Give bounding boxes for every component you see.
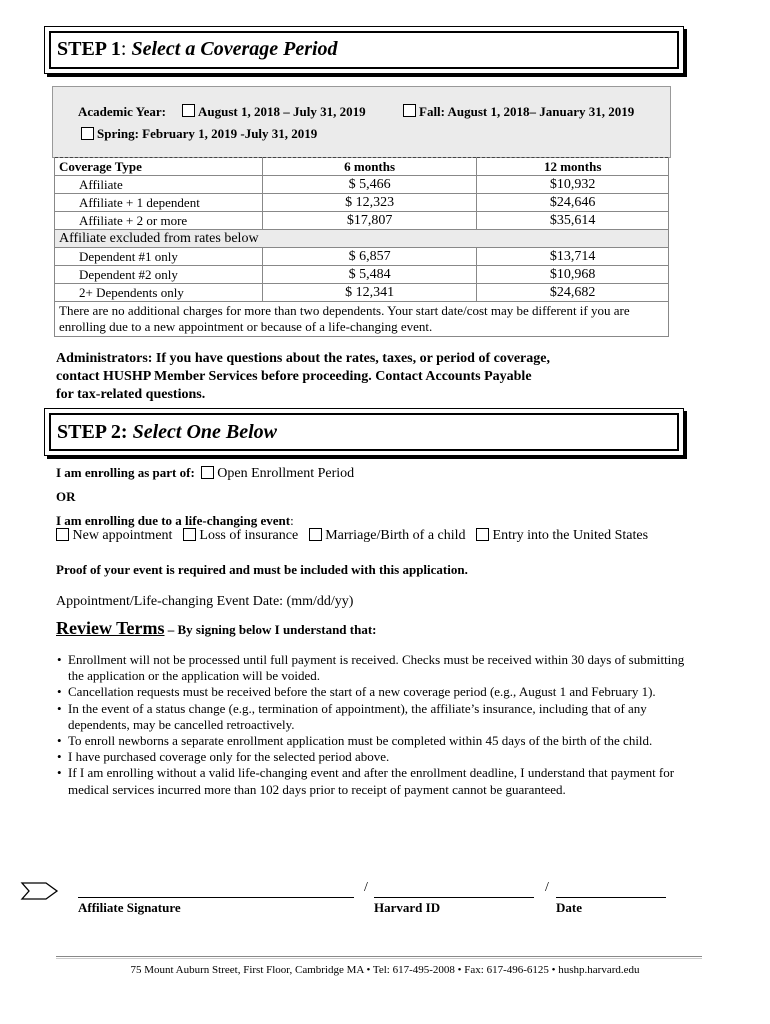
coverage-type-cell: Affiliate + 2 or more — [55, 212, 263, 230]
admin-note — [56, 350, 550, 404]
rate-12m-cell: $35,614 — [477, 212, 669, 230]
rate-6m-cell: $ 5,466 — [262, 176, 477, 194]
enroll-part-of-label: I am enrolling as part of: — [56, 465, 195, 480]
review-terms-list — [56, 652, 688, 798]
entry-us-checkbox[interactable] — [476, 528, 489, 541]
step1-header-box — [44, 26, 684, 74]
footer-divider — [56, 956, 702, 959]
academic-year-label: Academic Year: — [78, 104, 166, 119]
rate-6m-cell: $ 5,484 — [262, 266, 477, 284]
affiliate-signature-label: Affiliate Signature — [78, 900, 181, 915]
spring-label: Spring: February 1, 2019 -July 31, 2019 — [97, 126, 318, 141]
rates-note-row — [55, 302, 669, 337]
proof-note: Proof of your event is required and must be included with this application. — [56, 562, 468, 577]
table-row — [55, 248, 669, 266]
life-event-heading — [56, 513, 294, 529]
coverage-period-section — [52, 86, 671, 158]
academic-year-value: August 1, 2018 – July 31, 2019 — [198, 104, 366, 119]
rates-header-row — [55, 158, 669, 176]
enroll-part-of-row — [56, 465, 354, 482]
step1-prefix: STEP 1 — [57, 38, 121, 60]
open-enrollment-label: Open Enrollment Period — [217, 466, 355, 481]
footer-address: 75 Mount Auburn Street, First Floor, Cambridge MA • Tel: 617-495-2008 • Fax: 617-496-6125 • hushp.harvard.edu — [130, 964, 640, 976]
coverage-type-cell: Dependent #1 only — [55, 248, 263, 266]
life-event-options — [56, 528, 648, 544]
rates-header-6m: 6 months — [262, 158, 477, 176]
coverage-type-cell: Dependent #2 only — [55, 266, 263, 284]
coverage-type-cell: Affiliate + 1 dependent — [55, 194, 263, 212]
rate-12m-cell: $24,682 — [477, 284, 669, 302]
rate-12m-cell: $10,968 — [477, 266, 669, 284]
rate-6m-cell: $ 12,341 — [262, 284, 477, 302]
or-label: OR — [56, 489, 76, 504]
sign-here-arrow-icon — [20, 881, 60, 901]
step2-title — [57, 421, 277, 444]
review-terms-subtitle: – By signing below I understand that: — [164, 622, 377, 637]
list-item: • To enroll newborns a separate enrollment application must be completed within 45 days of the birth of the child. — [68, 733, 688, 749]
open-enrollment-checkbox[interactable] — [201, 466, 214, 479]
entry-us-label: Entry into the United States — [492, 528, 649, 543]
fall-label: Fall: August 1, 2018– January 31, 2019 — [419, 104, 635, 119]
admin-note-line3: for tax-related questions. — [56, 387, 206, 402]
excluded-label: Affiliate excluded from rates below — [55, 230, 669, 248]
step1-title-text: Select a Coverage Period — [131, 38, 338, 60]
rate-6m-cell: $ 6,857 — [262, 248, 477, 266]
review-terms-heading — [56, 618, 377, 639]
excluded-row — [55, 230, 669, 248]
coverage-type-cell: 2+ Dependents only — [55, 284, 263, 302]
table-row — [55, 212, 669, 230]
life-event-label: I am enrolling due to a life-changing event — [56, 513, 291, 528]
step1-colon: : — [120, 38, 127, 60]
step2-prefix: STEP 2: — [57, 421, 128, 443]
review-terms-title: Review Terms — [56, 618, 165, 638]
loss-of-insurance-checkbox[interactable] — [183, 528, 196, 541]
rates-header-type: Coverage Type — [55, 158, 263, 176]
list-item: • Enrollment will not be processed until full payment is received. Checks must be received within 30 days of submitting the application or the application will be voided. — [68, 652, 688, 684]
affiliate-signature-field[interactable] — [78, 897, 354, 898]
fall-checkbox[interactable] — [403, 104, 416, 117]
loss-of-insurance-label: Loss of insurance — [199, 528, 299, 543]
step1-title — [57, 38, 338, 61]
list-item: • Cancellation requests must be received before the start of a new coverage period (e.g., August 1 and February 1). — [68, 684, 688, 700]
rates-note: There are no additional charges for more than two dependents. Your start date/cost may be different if you are enrolling due to a new appointment or because of a life-changing event. — [55, 302, 669, 337]
rates-table — [54, 157, 669, 337]
table-row — [55, 176, 669, 194]
admin-note-line2: contact HUSHP Member Services before proceeding. Contact Accounts Payable — [56, 369, 532, 384]
new-appointment-checkbox[interactable] — [56, 528, 69, 541]
event-date-label: Appointment/Life-changing Event Date: (mm/dd/yy) — [56, 594, 354, 609]
slash-1: / — [364, 880, 368, 895]
rate-12m-cell: $24,646 — [477, 194, 669, 212]
step2-title-text: Select One Below — [132, 421, 278, 443]
rates-header-12m: 12 months — [477, 158, 669, 176]
date-field[interactable] — [556, 897, 666, 898]
list-item: • If I am enrolling without a valid life-changing event and after the enrollment deadline, I understand that payment for medical services incurred more than 102 days prior to receipt of payment cannot be guaranteed. — [68, 765, 688, 797]
list-item: • I have purchased coverage only for the selected period above. — [68, 749, 688, 765]
academic-year-checkbox[interactable] — [182, 104, 195, 117]
marriage-birth-checkbox[interactable] — [309, 528, 322, 541]
admin-note-line1: Administrators: If you have questions about the rates, taxes, or period of coverage, — [56, 351, 550, 366]
marriage-birth-label: Marriage/Birth of a child — [325, 528, 466, 543]
rate-12m-cell: $13,714 — [477, 248, 669, 266]
harvard-id-field[interactable] — [374, 897, 534, 898]
new-appointment-label: New appointment — [72, 528, 173, 543]
coverage-type-cell: Affiliate — [55, 176, 263, 194]
rate-6m-cell: $17,807 — [262, 212, 477, 230]
step2-header-box — [44, 408, 684, 456]
table-row — [55, 284, 669, 302]
life-event-colon: : — [290, 513, 294, 528]
harvard-id-label: Harvard ID — [374, 900, 441, 915]
table-row — [55, 266, 669, 284]
spring-checkbox[interactable] — [81, 127, 94, 140]
list-item: • In the event of a status change (e.g., termination of appointment), the affiliate’s insurance, including that of any dependents, may be cancelled retroactively. — [68, 701, 688, 733]
rate-6m-cell: $ 12,323 — [262, 194, 477, 212]
slash-2: / — [545, 880, 549, 895]
rate-12m-cell: $10,932 — [477, 176, 669, 194]
table-row — [55, 194, 669, 212]
date-label: Date — [556, 900, 582, 915]
